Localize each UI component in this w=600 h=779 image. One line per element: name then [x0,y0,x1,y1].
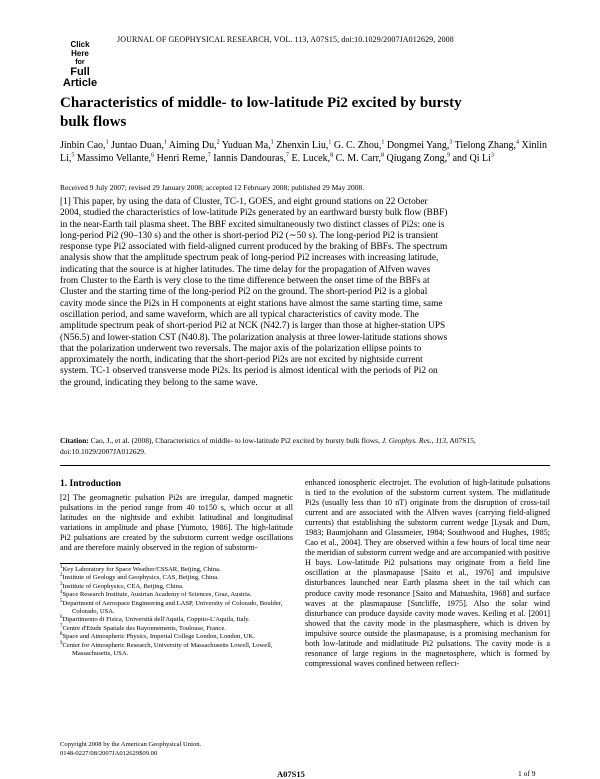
publication-dates: Received 9 July 2007; revised 29 January 2008; accepted 12 February 2008; published 29 May 2008. [60,183,365,192]
logo-line-full: Full [70,66,90,78]
body-text-right-column: enhanced ionospheric electrojet. The evolution of high-latitude pulsations is tied to the evolution of the substorm current system. The midlatitude Pi2s (usually less than 10 nT) originate from the disruption of cross-tail current and are associated with the Alfven waves (carrying field-aligned currents) that establishing the substorm current wedge [Lysak and Dum, 1983; Baumjohann and Glassmeier, 1984; Southwood and Hughes, 1985; Cao et al., 2004]. They are observed within a few hours of local time near the meridian of substorm current wedge and are accompanied with positive H bays. Low-latitude Pi2 pulsations may originate from a field line oscillation at the plasmapause [Saito et al., 1976] and impulsive disturbances launched near Earth plasma sheet in the tail which can produce cavity mode resonance [Saito and Matsushita, 1968] and surface waves at the plasmapause [Sutcliffe, 1975]. Also the solar wind disturbance can produce dayside cavity mode waves. Keiling et al. [2001] showed that the cavity mode in the plasmasphere, which is driven by impulsive source outside the plasmapause, is a promising mechanism for both low-latitude and midlatitude Pi2 pulsations. The cavity mode is a resonance of large regions in the magnetosphere, which is formed by compressional waves confined between reflect- [305,478,550,668]
author-affiliation-marker: 4 [515,139,519,146]
author-list [60,140,550,165]
author-name: Massimo Vellante, [76,152,152,164]
author-name: E. Lucek, [291,152,331,164]
author-name: Xinlin Li, [60,140,548,164]
issn-line: 0148-0227/08/2007JA012629$09.00 [60,749,158,757]
footnote-text: Institute of Geophysics, CEA, Beijing, China. [62,582,184,590]
footnote-marker: 5 [60,598,63,604]
abstract: [1] This paper, by using the data of Cluster, TC-1, GOES, and eight ground stations on 22 October 2004, studied the characteristics of low-latitude Pi2s generated by an earthward bursty bulk flow (BBF) in the near-Earth tail plasma sheet. The BBF excited simultaneously two distinct classes of Pi2s: one is long-period Pi2 (90–130 s) and the other is short-period Pi2 (∼50 s). The long-period Pi2 is transient response type Pi2 associated with field-aligned current produced by the braking of BBFs. The spectrum analysis show that the amplitude spectrum peak of long-period Pi2 increases with increasing latitude, indicating that the source is at higher latitudes. The time delay for the propagation of Alfven waves from Cluster to the Earth is very close to the time difference between the onset time of the BBFs at Cluster and the starting time of the long-period Pi2 on the ground. The short-period Pi2 is a global cavity mode since the Pi2s in H components at eight stations have almost the same starting time, same oscillation period, and same waveform, which are all typical characteristics of cavity mode. The amplitude spectrum peak of short-period Pi2 at NCK (N42.7) is larger than those at higher-station UPS (N56.5) and lower-station CST (N40.8). The polarization analysis at three lower-latitude stations shows that the polarization underwent two reversals. The major axis of the polarization ellipse points to approximately the north, indicating that the short-period Pi2s are not excited by nightside current system. TC-1 observed transverse mode Pi2s. Its period is almost identical with the periods of Pi2 on the ground, indicating they belong to the same wave. [60,197,448,388]
journal-header: JOURNAL OF GEOPHYSICAL RESEARCH, VOL. 113, A07S15, doi:10.1029/2007JA012629, 2008 [117,35,454,44]
author-affiliation-marker: 8 [381,152,385,159]
author-name: Qiugang Zong, [386,152,448,164]
page-number: 1 of 9 [518,769,536,778]
footnote-text: Dipartimento di Fisica, Università dell'Aquila, Coppito-L'Aquila, Italy. [62,616,250,624]
citation-doi: A07S15, doi:10.1029/2007JA012629. [60,436,476,456]
author-name: Dongmei Yang, [386,140,450,151]
author-affiliation-marker: 1 [328,139,332,146]
section-heading-introduction: 1. Introduction [60,479,122,489]
author-affiliation-marker: 5 [71,152,75,159]
footnote-marker: 1 [60,564,63,570]
author-affiliation-marker: 3 [449,139,453,146]
author-affiliation-marker: 1 [381,139,385,146]
author-name: Henri Reme, [156,152,208,164]
footnote-item [60,625,293,633]
author-affiliation-marker: 3 [490,152,494,159]
logo-line-for: for [75,59,85,66]
footnote-text: Center for Atmospheric Research, University of Massachusetts Lowell, Lowell, Massachusetts, USA. [62,641,273,658]
logo-line-here: Here [71,49,89,58]
footnote-marker: 3 [60,581,63,587]
footnote-text: Key Laboratory for Space Weather/CSSAR, Beijing, China. [62,566,221,573]
author-affiliation-marker: 7 [286,152,290,159]
footnote-divider [60,563,140,564]
footnote-text: Space Research Institute, Austrian Academy of Sciences, Graz, Austria. [62,591,252,599]
citation-label: Citation: [60,436,89,445]
logo-line-article: Article [62,77,98,89]
author-name: Jinbin Cao, [60,140,106,151]
author-affiliation-marker: 7 [207,152,211,159]
author-affiliation-marker: 8 [330,152,334,159]
footnote-item [60,600,293,617]
footnote-marker: 4 [60,590,63,596]
copyright-line: Copyright 2008 by the American Geophysical Union. [60,741,202,748]
copyright-notice [60,741,293,758]
author-affiliation-marker: 2 [216,139,220,146]
body-text-left-column: [2] The geomagnetic pulsation Pi2s are irregular, damped magnetic pulsations in the period range from 40 to150 s, which occur at all latitudes on the nightside and exhibit latitudinal and longitudinal variations in amplitude and phase [Yumoto, 1986]. The high-latitude Pi2 pulsations are created by the substorm current wedge oscillations and are therefore mainly observed in the region of substorm- [60,493,293,553]
footnote-marker: 7 [60,623,63,629]
affiliation-footnotes [60,566,293,658]
section-divider [60,465,550,466]
logo-line-click: Click [70,40,90,49]
author-name: Tielong Zhang, [454,140,516,151]
footnote-text: Department of Aerospace Engineering and LASP, University of Colorado, Boulder, Colorado, USA. [62,599,283,616]
citation-journal: J. Geophys. Res., 113, [381,436,448,445]
author-affiliation-marker: 1 [270,139,274,146]
footnote-text: Institute of Geology and Geophysics, CAS, Beijing, China. [62,574,219,582]
citation [60,436,550,457]
footnote-item [60,574,293,582]
full-article-logo[interactable] [60,40,100,89]
footnote-marker: 8 [60,632,63,638]
author-name: Yuduan Ma, [221,140,271,151]
author-name: Aiming Du, [168,140,217,151]
footnote-item [60,642,293,659]
author-affiliation-marker: 9 [447,152,451,159]
footnote-item [60,616,293,624]
author-name: Juntao Duan, [111,140,164,151]
citation-text: Cao, J., et al. (2008), Characteristics of middle- to low-latitude Pi2 excited by bursty bulk flows, [90,436,380,445]
footnote-item [60,583,293,591]
footnote-marker: 6 [60,615,63,621]
author-name: C. M. Carr, [335,152,382,164]
author-name: G. C. Zhou, [333,140,382,151]
author-name: Iannis Dandouras, [213,152,287,164]
footnote-text: Centre d'Etude Spatiale des Rayonnements, Toulouse, France. [62,624,226,632]
footnote-item [60,591,293,599]
footnote-marker: 9 [60,640,63,646]
author-affiliation-marker: 1 [163,139,167,146]
footnote-text: Space and Atmospheric Physics, Imperial College London, London, UK. [62,633,255,641]
footnote-item [60,633,293,641]
author-affiliation-marker: 1 [105,139,109,146]
author-name: and Qi Li [452,152,491,164]
author-name: Zhenxin Liu, [276,140,329,151]
article-id: A07S15 [277,769,305,779]
author-affiliation-marker: 6 [151,152,155,159]
footnote-marker: 2 [60,573,63,579]
paper-title: Characteristics of middle- to low-latitude Pi2 excited by bursty bulk flows [60,95,462,130]
